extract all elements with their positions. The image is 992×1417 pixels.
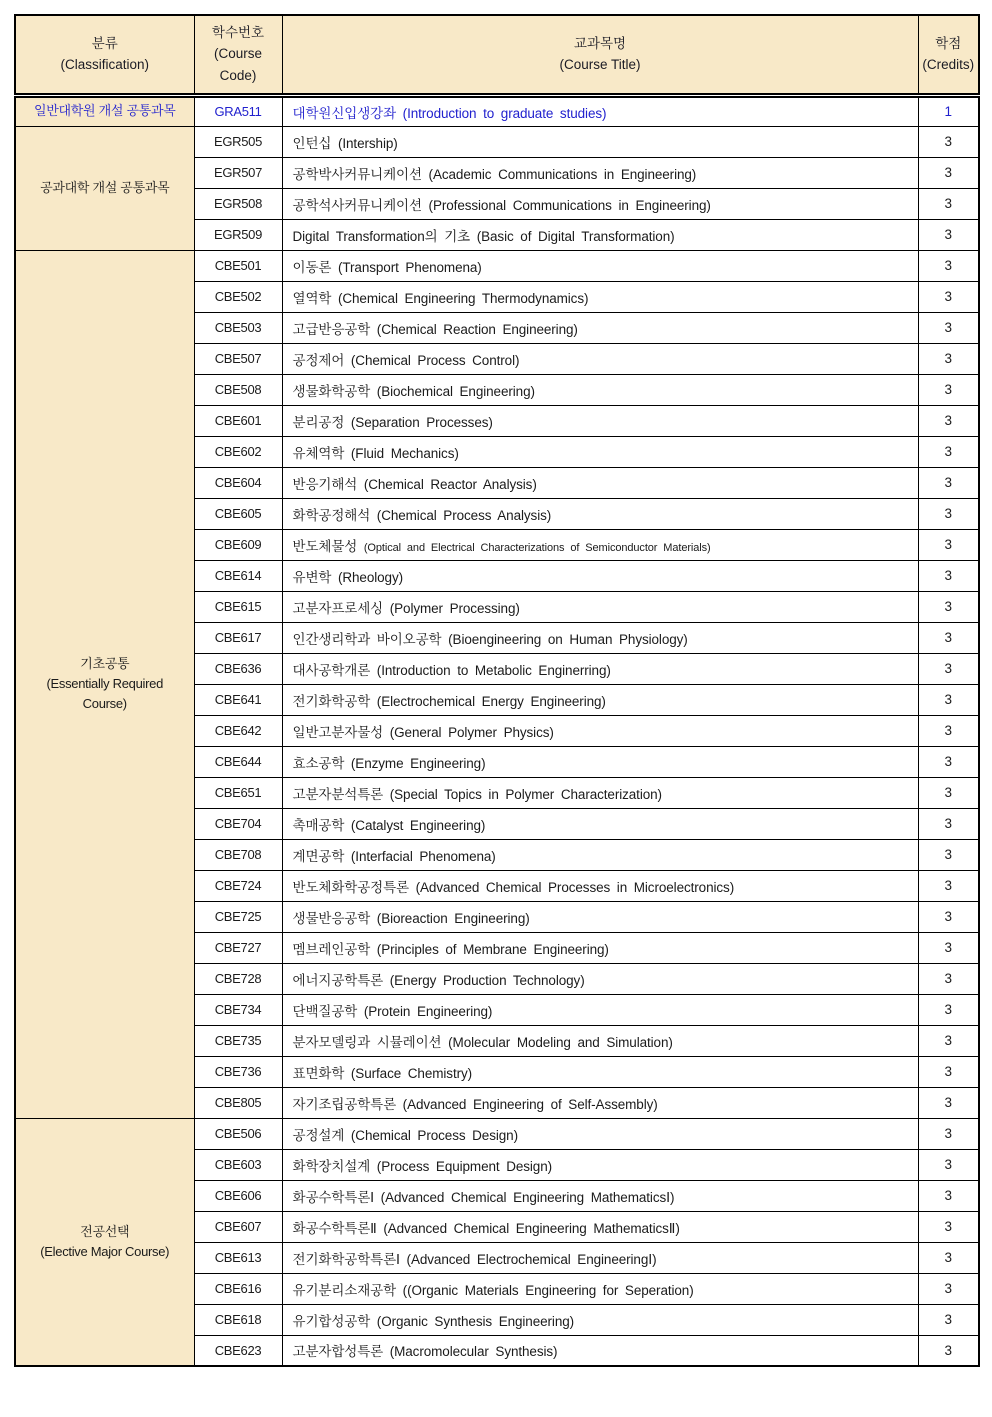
course-code-cell: CBE704 [194,808,282,839]
course-title-cell: 일반고분자물성 (General Polymer Physics) [282,715,918,746]
credits-cell: 3 [918,1025,979,1056]
table-row [15,1118,979,1149]
classification-label: 일반대학원 개설 공통과목 [34,103,176,119]
course-title-cell: 생물화학공학 (Biochemical Engineering) [282,374,918,405]
table-row [15,126,979,157]
course-title-cell: 분리공정 (Separation Processes) [282,405,918,436]
credits-cell: 3 [918,901,979,932]
course-title-cell: 열역학 (Chemical Engineering Thermodynamics) [282,281,918,312]
course-code-cell: CBE642 [194,715,282,746]
credits-cell: 3 [918,1335,979,1366]
course-code-cell: CBE603 [194,1149,282,1180]
col-header-classification [15,15,194,95]
classification-label-en: (Essentially Required Course) [46,675,164,712]
course-code-cell: CBE615 [194,591,282,622]
course-code-cell: CBE609 [194,529,282,560]
credits-cell: 3 [918,870,979,901]
credits-cell: 3 [918,1180,979,1211]
col-header-course-code [194,15,282,95]
course-code-cell: CBE708 [194,839,282,870]
credits-cell: 3 [918,1087,979,1118]
course-code-cell: EGR507 [194,157,282,188]
credits-cell: 3 [918,591,979,622]
course-title-cell: 유변학 (Rheology) [282,560,918,591]
classification-cell [15,95,194,126]
course-title-cell: 대사공학개론 (Introduction to Metabolic Enginerring) [282,653,918,684]
credits-cell: 3 [918,684,979,715]
course-code-cell: CBE605 [194,498,282,529]
credits-cell: 3 [918,1149,979,1180]
table-body [15,95,979,1366]
course-code-cell: CBE724 [194,870,282,901]
course-code-cell: GRA511 [194,95,282,126]
credits-cell: 3 [918,467,979,498]
course-code-cell: CBE805 [194,1087,282,1118]
course-code-cell: CBE501 [194,250,282,281]
credits-cell: 1 [918,95,979,126]
credits-cell: 3 [918,1304,979,1335]
course-code-cell: CBE641 [194,684,282,715]
course-code-cell: CBE601 [194,405,282,436]
classification-label-en: (Elective Major Course) [40,1243,170,1259]
course-title-cell: 공학석사커뮤니케이션 (Professional Communications in Engineering) [282,188,918,219]
col-header-credits-en: (Credits) [922,57,975,73]
course-title-cell: 단백질공학 (Protein Engineering) [282,994,918,1025]
course-title-cell: 생물반응공학 (Bioreaction Engineering) [282,901,918,932]
course-code-cell: CBE725 [194,901,282,932]
course-title-cell: 공정제어 (Chemical Process Control) [282,343,918,374]
course-title-cell: 전기화학공학특론Ⅰ (Advanced Electrochemical EngineeringⅠ) [282,1242,918,1273]
course-title-cell: 인턴십 (Intership) [282,126,918,157]
classification-label: 공과대학 개설 공통과목 [40,179,170,195]
credits-cell: 3 [918,932,979,963]
credits-cell: 3 [918,126,979,157]
credits-cell: 3 [918,1273,979,1304]
credits-cell: 3 [918,312,979,343]
course-code-cell: CBE613 [194,1242,282,1273]
course-code-cell: CBE651 [194,777,282,808]
course-code-cell: CBE728 [194,963,282,994]
table-row [15,250,979,281]
course-title-cell: 에너지공학특론 (Energy Production Technology) [282,963,918,994]
course-code-cell: CBE644 [194,746,282,777]
course-code-cell: CBE507 [194,343,282,374]
course-code-cell: CBE503 [194,312,282,343]
col-header-credits [918,15,979,95]
course-title-cell: 전기화학공학 (Electrochemical Energy Engineering) [282,684,918,715]
course-title-cell: 표면화학 (Surface Chemistry) [282,1056,918,1087]
course-title-cell: 이동론 (Transport Phenomena) [282,250,918,281]
credits-cell: 3 [918,1118,979,1149]
credits-cell: 3 [918,746,979,777]
credits-cell: 3 [918,529,979,560]
header-row [15,15,979,95]
course-table [14,14,980,1367]
course-code-cell: EGR509 [194,219,282,250]
course-code-cell: CBE636 [194,653,282,684]
course-title-cell: 멤브레인공학 (Principles of Membrane Engineering) [282,932,918,963]
course-code-cell: CBE602 [194,436,282,467]
credits-cell: 3 [918,157,979,188]
course-title-cell: 분자모델링과 시뮬레이션 (Molecular Modeling and Simulation) [282,1025,918,1056]
course-code-cell: CBE614 [194,560,282,591]
credits-cell: 3 [918,250,979,281]
table-row [15,95,979,126]
classification-label: 기초공통 [80,655,130,671]
credits-cell: 3 [918,436,979,467]
course-title-cell: 공정설계 (Chemical Process Design) [282,1118,918,1149]
course-title-cell: 화학공정해석 (Chemical Process Analysis) [282,498,918,529]
course-title-cell: 고분자분석특론 (Special Topics in Polymer Characterization) [282,777,918,808]
course-code-cell: CBE617 [194,622,282,653]
col-header-credits-ko: 학점 [935,35,962,51]
classification-cell [15,250,194,1118]
col-header-course-title [282,15,918,95]
classification-cell [15,1118,194,1366]
credits-cell: 3 [918,498,979,529]
course-title-cell: 효소공학 (Enzyme Engineering) [282,746,918,777]
course-title-cell: 계면공학 (Interfacial Phenomena) [282,839,918,870]
course-code-cell: CBE734 [194,994,282,1025]
credits-cell: 3 [918,1056,979,1087]
col-header-course-title-en: (Course Title) [559,57,641,73]
credits-cell: 3 [918,188,979,219]
course-title-cell: 화공수학특론Ⅰ (Advanced Chemical Engineering MathematicsⅠ) [282,1180,918,1211]
course-title-cell: 인간생리학과 바이오공학 (Bioengineering on Human Physiology) [282,622,918,653]
credits-cell: 3 [918,405,979,436]
col-header-classification-en: (Classification) [60,57,150,73]
classification-cell [15,126,194,250]
credits-cell: 3 [918,653,979,684]
col-header-course-code-ko: 학수번호 [211,24,265,40]
course-title-cell: 유체역학 (Fluid Mechanics) [282,436,918,467]
credits-cell: 3 [918,343,979,374]
course-title-cell: 대학원신입생강좌 (Introduction to graduate studies) [282,95,918,126]
course-title-cell: 유기분리소재공학 ((Organic Materials Engineering for Seperation) [282,1273,918,1304]
course-code-cell: CBE736 [194,1056,282,1087]
course-code-cell: EGR508 [194,188,282,219]
credits-cell: 3 [918,1242,979,1273]
table-header [15,15,979,95]
col-header-classification-ko: 분류 [91,35,118,51]
credits-cell: 3 [918,281,979,312]
course-title-cell: 반도체화학공정특론 (Advanced Chemical Processes in Microelectronics) [282,870,918,901]
credits-cell: 3 [918,560,979,591]
document-page [0,14,992,1417]
course-title-cell: 고분자합성특론 (Macromolecular Synthesis) [282,1335,918,1366]
credits-cell: 3 [918,1211,979,1242]
course-code-cell: CBE735 [194,1025,282,1056]
course-code-cell: CBE506 [194,1118,282,1149]
credits-cell: 3 [918,994,979,1025]
classification-label: 전공선택 [80,1223,130,1239]
course-code-cell: CBE606 [194,1180,282,1211]
course-title-cell: 유기합성공학 (Organic Synthesis Engineering) [282,1304,918,1335]
course-title-cell: 고분자프로세싱 (Polymer Processing) [282,591,918,622]
course-code-cell: CBE502 [194,281,282,312]
course-title-cell: 반도체물성 (Optical and Electrical Characterizations of Semiconductor Materials) [282,529,918,560]
course-title-cell: 고급반응공학 (Chemical Reaction Engineering) [282,312,918,343]
course-title-cell: 화학장치설계 (Process Equipment Design) [282,1149,918,1180]
col-header-course-code-en: (Course Code) [213,46,262,84]
credits-cell: 3 [918,622,979,653]
course-title-cell: 촉매공학 (Catalyst Engineering) [282,808,918,839]
course-title-cell: 화공수학특론Ⅱ (Advanced Chemical Engineering MathematicsⅡ) [282,1211,918,1242]
course-code-cell: CBE508 [194,374,282,405]
course-code-cell: CBE623 [194,1335,282,1366]
course-code-cell: EGR505 [194,126,282,157]
credits-cell: 3 [918,808,979,839]
credits-cell: 3 [918,219,979,250]
course-title-cell: 자기조립공학특론 (Advanced Engineering of Self-Assembly) [282,1087,918,1118]
course-code-cell: CBE604 [194,467,282,498]
course-code-cell: CBE618 [194,1304,282,1335]
credits-cell: 3 [918,839,979,870]
course-code-cell: CBE607 [194,1211,282,1242]
credits-cell: 3 [918,715,979,746]
credits-cell: 3 [918,777,979,808]
course-code-cell: CBE616 [194,1273,282,1304]
course-title-cell: Digital Transformation의 기초 (Basic of Digital Transformation) [282,219,918,250]
col-header-course-title-ko: 교과목명 [573,35,627,51]
credits-cell: 3 [918,374,979,405]
credits-cell: 3 [918,963,979,994]
course-title-cell: 공학박사커뮤니케이션 (Academic Communications in Engineering) [282,157,918,188]
course-title-cell: 반응기해석 (Chemical Reactor Analysis) [282,467,918,498]
course-code-cell: CBE727 [194,932,282,963]
